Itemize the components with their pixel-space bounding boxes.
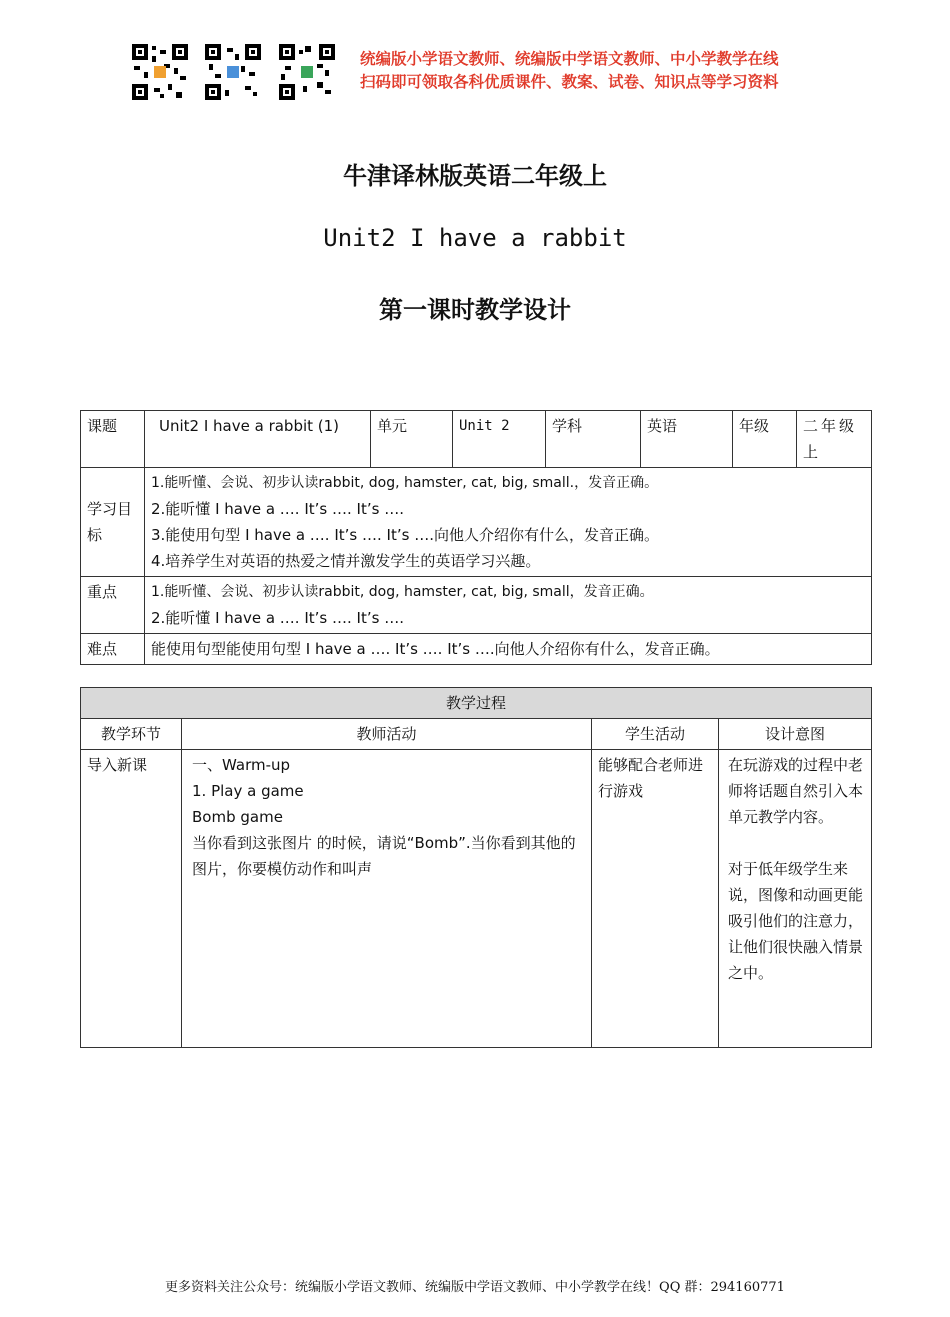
objectives-list [145,468,872,577]
objective-item: 1.能听懂、会说、初步认读rabbit, dog, hamster, cat, big, small.，发音正确。 [151,475,659,491]
teacher-line: Bomb game [192,808,283,826]
unit-title: Unit2 I have a rabbit [323,224,627,252]
key-point-item: 1.能听懂、会说、初步认读rabbit, dog, hamster, cat, big, small，发音正确。 [151,584,654,600]
teacher-line: 一、Warm-up [192,756,291,774]
intent-paragraph: 在玩游戏的过程中老师将话题自然引入本单元教学内容。 [728,756,864,826]
difficult-point: 能使用句型能使用句型 I have a …. It’s …. It’s ….向他人介绍你有什么，发音正确。 [145,634,872,665]
design-intent-cell [719,750,872,1048]
unit-value: Unit 2 [453,411,546,468]
grade-label: 年级 [733,411,797,468]
objective-item: 4.培养学生对英语的热爱之情并激发学生的英语学习兴趣。 [151,552,541,570]
banner-line-2: 扫码即可领取各科优质课件、教案、试卷、知识点等学习资料 [360,73,779,91]
qr-code-3 [279,44,335,100]
objectives-label: 学习目标 [81,468,145,577]
qr-code-1 [132,44,188,100]
promo-banner [360,48,779,94]
key-points-label: 重点 [81,577,145,634]
key-point-item: 2.能听懂 I have a …. It’s …. It’s …. [151,609,404,627]
grade-value: 二年级上 [797,411,872,468]
lesson-info-table [80,410,872,665]
topic-value: Unit2 I have a rabbit (1) [145,411,371,468]
teacher-line: 当你看到这张图片 的时候，请说“Bomb”.当你看到其他的图片，你要模仿动作和叫声 [192,834,576,878]
qr-code-2 [205,44,261,100]
col-header-intent: 设计意图 [719,719,872,750]
intent-paragraph: 对于低年级学生来说，图像和动画更能吸引他们的注意力， 让他们很快融入情景之中。 [728,860,864,982]
col-header-teacher: 教师活动 [182,719,592,750]
objective-item: 3.能使用句型 I have a …. It’s …. It’s ….向他人介绍你有什么，发音正确。 [151,526,659,544]
subject-label: 学科 [546,411,641,468]
topic-label: 课题 [81,411,145,468]
col-header-stage: 教学环节 [81,719,182,750]
stage-cell: 导入新课 [81,750,182,1048]
student-activity-cell: 能够配合老师进行游戏 [592,750,719,1048]
teacher-activity-cell [182,750,592,1048]
key-points-list [145,577,872,634]
difficult-label: 难点 [81,634,145,665]
lesson-title: 第一课时教学设计 [379,296,571,324]
subject-value: 英语 [641,411,733,468]
unit-label: 单元 [371,411,453,468]
document-title: 牛津译林版英语二年级上 [343,162,607,190]
teacher-line: 1. Play a game [192,782,304,800]
objective-item: 2.能听懂 I have a …. It’s …. It’s …. [151,500,404,518]
intent-spacer [728,830,865,856]
footer-note: 更多资料关注公众号：统编版小学语文教师、统编版中学语文教师、中小学教学在线！QQ 群：294160771 [165,1280,785,1295]
col-header-student: 学生活动 [592,719,719,750]
process-title: 教学过程 [81,688,872,719]
banner-line-1: 统编版小学语文教师、统编版中学语文教师、中小学教学在线 [360,50,779,68]
teaching-process-table [80,687,872,1048]
